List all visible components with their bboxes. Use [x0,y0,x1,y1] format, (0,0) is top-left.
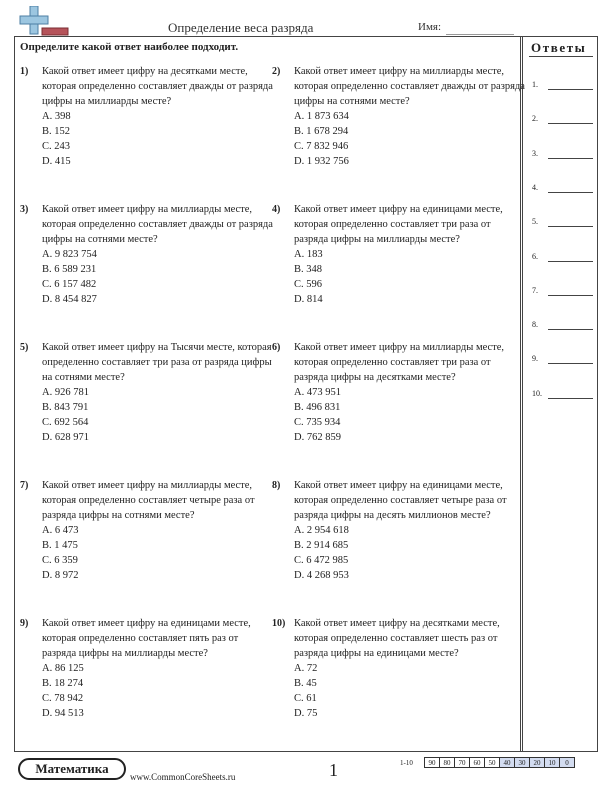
question-5 [20,340,274,445]
score-box: 40 [499,757,515,768]
question-2 [272,64,526,169]
question-number: 5) [20,342,29,353]
score-box: 90 [424,757,440,768]
answer-option[interactable]: D. 8 972 [42,570,79,581]
answer-row [532,252,594,266]
answer-number: 4. [532,182,538,192]
answer-row [532,149,594,163]
question-1 [20,64,274,169]
score-range-label: 1-10 [400,759,413,767]
answer-option[interactable]: C. 735 934 [294,417,341,428]
answer-row [532,286,594,300]
answer-number: 2. [532,114,538,124]
answer-number: 3. [532,148,538,158]
site-url: www.CommonCoreSheets.ru [130,772,236,782]
question-3 [20,202,274,307]
question-text: Какой ответ имеет цифру на единицами месте, которая определенно составляет пять раз от разряда цифры на миллиарды месте? [42,618,251,659]
score-box: 80 [439,757,455,768]
question-8 [272,478,526,583]
answer-option[interactable]: B. 45 [294,678,317,689]
answer-row [532,389,594,403]
question-9 [20,616,274,721]
answer-option[interactable]: B. 1 678 294 [294,126,349,137]
answer-option[interactable]: A. 183 [294,249,323,260]
answer-option[interactable]: B. 348 [294,264,323,275]
answer-option[interactable]: C. 61 [294,693,317,704]
question-number: 6) [272,342,281,353]
answer-number: 9. [532,354,538,364]
answer-number: 10. [532,388,542,398]
answer-option[interactable]: C. 7 832 946 [294,141,349,152]
answer-number: 6. [532,251,538,261]
answer-option[interactable]: A. 9 823 754 [42,249,97,260]
name-label: Имя: [418,21,442,33]
answer-option[interactable]: D. 94 513 [42,708,84,719]
answer-blank[interactable] [548,226,593,227]
answer-option[interactable]: C. 78 942 [42,693,84,704]
answer-number: 5. [532,217,538,227]
question-number: 9) [20,618,29,629]
question-number: 7) [20,480,29,491]
question-number: 1) [20,66,29,77]
answers-title-underline [529,56,593,57]
question-text: Какой ответ имеет цифру на единицами месте, которая определенно составляет три раза от разряда цифры на миллиарды месте? [294,204,503,245]
answer-option[interactable]: A. 1 873 634 [294,111,349,122]
answer-blank[interactable] [548,363,593,364]
worksheet-title: Определение веса разряда [168,20,314,35]
question-7 [20,478,274,583]
answer-option[interactable]: D. 1 932 756 [294,156,349,167]
answer-blank[interactable] [548,329,593,330]
plus-logo-icon [18,6,70,36]
answer-option[interactable]: C. 692 564 [42,417,89,428]
question-text: Какой ответ имеет цифру на миллиарды месте, которая определенно составляет дважды от разряда цифры на сотнями месте? [42,204,273,245]
brand-logo: Математика [18,758,126,780]
answer-number: 8. [532,320,538,330]
answer-blank[interactable] [548,158,593,159]
answer-row [532,114,594,128]
score-box: 70 [454,757,470,768]
answer-option[interactable]: B. 18 274 [42,678,84,689]
question-text: Какой ответ имеет цифру на Тысячи месте, которая определенно составляет три раза от разряда цифры на сотнями месте? [42,342,272,383]
answer-row [532,80,594,94]
question-text: Какой ответ имеет цифру на миллиарды месте, которая определенно составляет четыре раза от разряда цифры на сотнями месте? [42,480,255,521]
answer-option[interactable]: D. 415 [42,156,71,167]
answer-row [532,320,594,334]
answer-option[interactable]: D. 8 454 827 [42,294,97,305]
answer-blank[interactable] [548,123,593,124]
page-number: 1 [329,760,338,780]
question-10 [272,616,526,721]
answer-blank[interactable] [548,295,593,296]
answer-option[interactable]: A. 6 473 [42,525,79,536]
question-number: 4) [272,204,281,215]
answer-option[interactable]: B. 2 914 685 [294,540,349,551]
answer-option[interactable]: A. 926 781 [42,387,89,398]
question-text: Какой ответ имеет цифру на десятками месте, которая определенно составляет шесть раз от разряда цифры на единицами месте? [294,618,500,659]
score-box: 30 [514,757,530,768]
answer-option[interactable]: B. 496 831 [294,402,341,413]
score-box: 10 [544,757,560,768]
answer-option[interactable]: C. 6 157 482 [42,279,97,290]
answer-option[interactable]: A. 398 [42,111,71,122]
question-number: 3) [20,204,29,215]
answer-blank[interactable] [548,192,593,193]
answer-number: 7. [532,285,538,295]
question-number: 10) [272,618,286,629]
answer-row [532,354,594,368]
answer-option[interactable]: A. 473 951 [294,387,341,398]
question-number: 2) [272,66,281,77]
answer-option[interactable]: C. 6 359 [42,555,78,566]
question-6 [272,340,526,445]
answer-option[interactable]: C. 596 [294,279,323,290]
question-text: Какой ответ имеет цифру на единицами месте, которая определенно составляет четыре раза от разряда цифры на десять миллионов месте? [294,480,507,521]
answer-option[interactable]: B. 152 [42,126,71,137]
answer-option[interactable]: C. 6 472 985 [294,555,349,566]
score-box: 60 [469,757,485,768]
answer-option[interactable]: C. 243 [42,141,71,152]
answer-option[interactable]: D. 75 [294,708,318,719]
score-boxes [424,757,574,768]
score-box: 0 [559,757,575,768]
answer-number: 1. [532,80,538,89]
answers-title: Ответы [531,40,587,55]
answer-option[interactable]: D. 814 [294,294,323,305]
score-box: 20 [529,757,545,768]
question-text: Какой ответ имеет цифру на миллиарды месте, которая определенно составляет три раза от разряда цифры на десятками месте? [294,342,505,383]
question-text: Какой ответ имеет цифру на десятками месте, которая определенно составляет дважды от разряда цифры на миллиарды месте? [42,66,273,107]
instruction: Определите какой ответ наиболее подходит. [20,41,239,53]
question-4 [272,202,526,307]
answer-option[interactable]: B. 843 791 [42,402,89,413]
question-text: Какой ответ имеет цифру на миллиарды месте, которая определенно составляет дважды от разряда цифры на сотнями месте? [294,66,525,107]
answer-blank[interactable] [548,261,593,262]
answer-option[interactable]: D. 762 859 [294,432,341,443]
answer-option[interactable]: D. 4 268 953 [294,570,349,581]
answer-option[interactable]: A. 86 125 [42,663,84,674]
answer-row [532,183,594,197]
score-box: 50 [484,757,500,768]
answer-blank[interactable] [548,89,593,90]
answer-option[interactable]: A. 72 [294,663,318,674]
answer-option[interactable]: A. 2 954 618 [294,525,349,536]
question-number: 8) [272,480,281,491]
answer-option[interactable]: B. 1 475 [42,540,78,551]
answer-option[interactable]: B. 6 589 231 [42,264,97,275]
answer-option[interactable]: D. 628 971 [42,432,89,443]
answer-blank[interactable] [548,398,593,399]
answer-row [532,217,594,231]
name-field[interactable] [446,34,514,35]
